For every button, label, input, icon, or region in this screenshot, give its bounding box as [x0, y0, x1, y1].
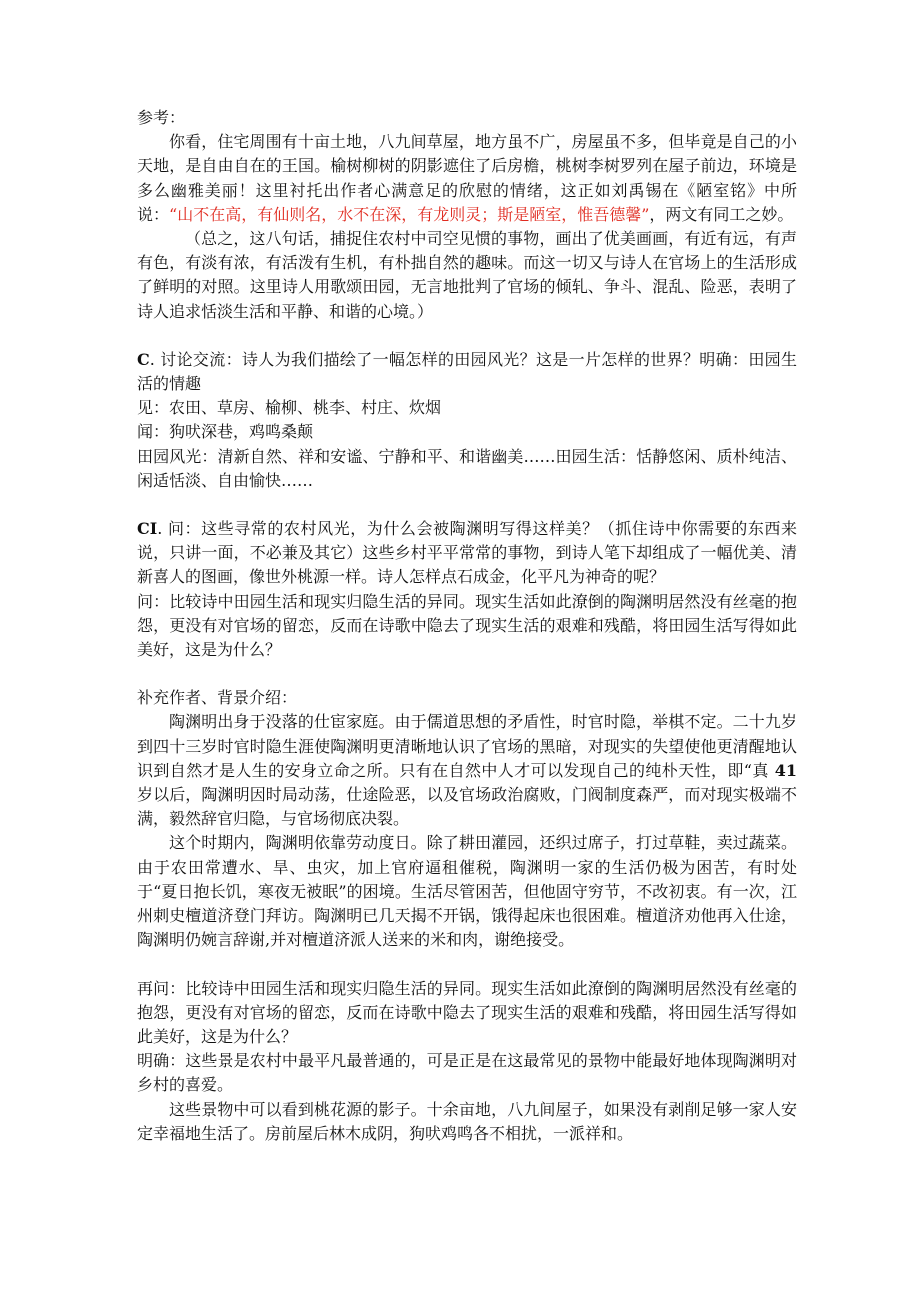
- section-c-see: 见：农田、草房、榆柳、桃李、村庄、炊烟: [137, 398, 442, 418]
- background-text-b: 岁以后，陶渊明因时局动荡，仕途险恶，以及官场政治腐败，门阀制度森严，而对现实极端不满，毅然辞官归隐，与官场彻底决裂。: [137, 785, 797, 829]
- section-c-scenery: 田园风光：清新自然、祥和安谧、宁静和平、和谐幽美……田园生活：恬静悠闲、质朴纯洁、闲适恬淡、自由愉快……: [137, 446, 797, 490]
- section-ci-question: [137, 517, 797, 590]
- reference-text-b: ，两文有同工之妙。: [649, 204, 794, 224]
- again-paragraph: 这些景物中可以看到桃花源的影子。十余亩地，八九间屋子，如果没有剥削足够一家人安定幸福地生活了。房前屋后林木成阴，狗吠鸡鸣各不相扰，一派祥和。: [137, 1099, 797, 1143]
- age-number: 41: [768, 760, 798, 780]
- again-question: 再问：比较诗中田园生活和现实归隐生活的异同。现实生活如此潦倒的陶渊明居然没有丝毫的抱怨，更没有对官场的留恋，反而在诗歌中隐去了现实生活的艰难和残酷，将田园生活写得如此美好，这是为什么？: [137, 978, 797, 1046]
- background-text-a: 陶渊明出身于没落的仕宦家庭。由于儒道思想的矛盾性，时官时隐，举棋不定。二十九岁到四十三岁时官时隐生涯使陶渊明更清晰地认识了官场的黑暗，对现实的失望使他更清醒地认识到自然才是人生的安身立命之所。只有在自然中人才可以发现自己的纯朴天性，即“真: [137, 712, 797, 780]
- reference-paragraph-1: [137, 130, 797, 227]
- reference-paragraph-2: （总之，这八句话，捕捉住农村中司空见惯的事物，画出了优美画画，有近有远，有声有色，有淡有浓，有活泼有生机，有朴拙自然的趣味。而这一切又与诗人在官场上的生活形成了鲜明的对照。这里诗人用歌颂田园，无言地批判了官场的倾轧、争斗、混乱、险恶，表明了诗人追求恬淡生活和平静、和谐的心境。）: [137, 229, 797, 321]
- section-ci-text: . 问：这些寻常的农村风光，为什么会被陶渊明写得这样美？（抓住诗中你需要的东西来说，只讲一面，不必兼及其它）这些乡村平平常常的事物，到诗人笔下却组成了一幅优美、清新喜人的图画，像世外桃源一样。诗人怎样点石成金，化平凡为神奇的呢？: [137, 519, 797, 587]
- red-quote: “山不在高，有仙则名，水不在深，有龙则灵；斯是陋室，惟吾德馨”: [169, 204, 650, 224]
- background-paragraph-2: 这个时期内，陶渊明依靠劳动度日。除了耕田灌园，还织过席子，打过草鞋，卖过蔬菜。由于农田常遭水、旱、虫灾，加上官府逼租催税，陶渊明一家的生活仍极为困苦，有时处于“夏日抱长饥，寒夜无被眠”的困境。生活尽管困苦，但他固守穷节，不改初衷。有一次，江州刺史檀道济登门拜访。陶渊明已几天揭不开锅，饿得起床也很困难。檀道济劝他再入仕途，陶渊明仍婉言辞谢,并对檀道济派人送来的米和肉，谢绝接受。: [137, 833, 797, 950]
- section-c-label: C: [137, 349, 150, 369]
- section-ci-label: CI: [137, 519, 158, 539]
- background-heading: 补充作者、背景介绍：: [137, 688, 298, 708]
- reference-text-a: 你看，住宅周围有十亩土地，八九间草屋，地方虽不广，房屋虽不多，但毕竟是自己的小天地，是自由自在的王国。榆树柳树的阴影遮住了后房檐，桃树李树罗列在屋子前边，环境是多么幽雅美丽！这里衬托出作者心满意足的欣慰的情绪，这正如刘禹锡在《陋室铭》中所说：: [137, 132, 797, 224]
- reference-heading: 参考：: [137, 108, 186, 127]
- section-c-hear: 闻：狗吠深巷，鸡鸣桑颠: [137, 422, 314, 442]
- section-c-question: [137, 348, 797, 396]
- again-answer: 明确：这些景是农村中最平凡最普通的，可是正是在这最常见的景物中能最好地体现陶渊明对乡村的喜爱。: [137, 1051, 797, 1095]
- document-page: [137, 106, 797, 1146]
- section-c-text: . 讨论交流：诗人为我们描绘了一幅怎样的田园风光？这是一片怎样的世界？明确：田园生活的情趣: [137, 349, 797, 394]
- section-ci-question-2: 问：比较诗中田园生活和现实归隐生活的异同。现实生活如此潦倒的陶渊明居然没有丝毫的抱怨，更没有对官场的留恋，反而在诗歌中隐去了现实生活的艰难和残酷，将田园生活写得如此美好，这是为什么？: [137, 591, 797, 660]
- background-paragraph-1: [137, 710, 797, 831]
